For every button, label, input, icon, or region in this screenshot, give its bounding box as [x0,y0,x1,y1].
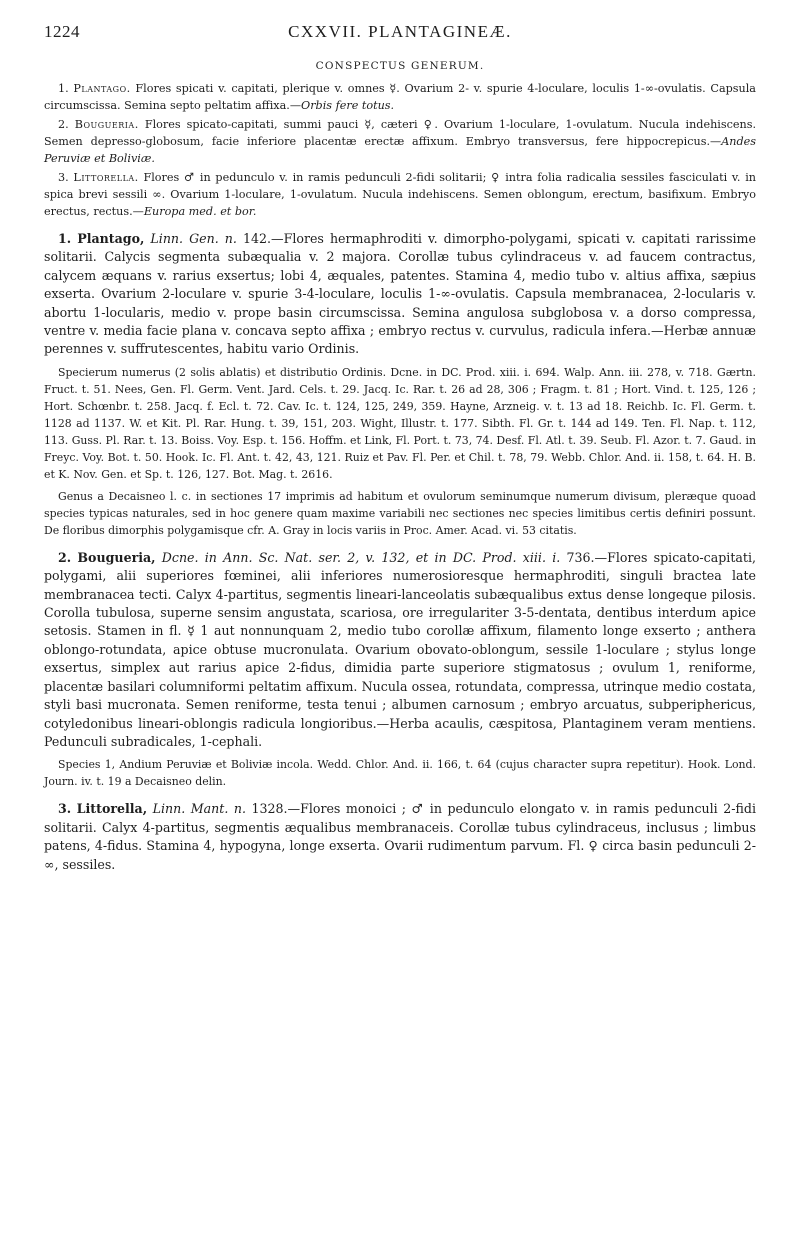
item-number: 1. [58,82,69,95]
genus-heading: Plantago, [77,231,145,246]
genus-distribution: Andes Peruviæ et Boliviæ. [44,135,756,165]
genus-heading: Bougueria, [77,549,156,565]
genus-name: Littorella. [73,171,139,184]
page-title: CXXVII. PLANTAGINEÆ. [288,22,512,41]
conspectus-item [44,116,756,167]
conspectus-item [44,80,756,114]
genus-authority: Dcne. in Ann. Sc. Nat. ser. 2, v. 132, et in DC. Prod. xiii. i. [161,549,561,565]
item-number: 3. [58,171,69,184]
genus-name: Plantago. [73,82,131,95]
genus-heading: Littorella, [76,801,148,817]
genus-entry-littorella [44,800,756,874]
page-number: 1224 [44,22,80,41]
genus-entry-plantago [44,230,756,539]
genus-description [44,230,756,359]
genus-authority: Linn. Mant. n. [152,801,246,817]
genus-description [44,549,756,751]
genus-references: Specierum numerus (2 solis ablatis) et distributio Ordinis. Dcne. in DC. Prod. xiii. i. 694. Walp. Ann. iii. 278, v. 718. Gærtn. Fruct. t. 51. Nees, Gen. Fl. Germ. Vent. Jard. Cels. t. 29. Jacq. Ic. Rar. t. 26 ad 28, 306 ; Fragm. t. 81 ; Hort. Vind. t. 125, 126 ; Hort. Schœnbr. t. 258. Jacq. f. Ecl. t. 72. Cav. Ic. t. 124, 125, 249, 359. Hayne, Arzneig. v. t. 13 ad 18. Reichb. Ic. Fl. Germ. t. 1128 ad 1137. W. et Kit. Pl. Rar. Hung. t. 39, 151, 203. Wight, Illustr. t. 177. Sibth. Fl. Gr. t. 144 ad 149. Ten. Fl. Nap. t. 112, 113. Guss. Pl. Rar. t. 13. Boiss. Voy. Esp. t. 156. Hoffm. et Link, Fl. Port. t. 73, 74. Desf. Fl. Atl. t. 39. Seub. Fl. Azor. t. 7. Gaud. in Freyc. Voy. Bot. t. 50. Hook. Ic. Fl. Ant. t. 42, 43, 121. Ruiz et Pav. Fl. Per. et Chil. t. 78, 79. Webb. Chlor. And. ii. 158, t. 64. H. B. et K. Nov. Gen. et Sp. t. 126, 127. Bot. Mag. t. 2616. [44,365,756,481]
page-header [44,22,756,48]
conspectus [44,80,756,220]
genus-summary: Flores spicati v. capitati, plerique v. omnes ☿. Ovarium 2- v. spurie 4-loculare, loculis 1-∞-ovulatis. Capsula circumscissa. Semina septo peltatim affixa.— [44,82,756,112]
genus-body: 142.—Flores hermaphroditi v. dimorpho-polygami, spicati v. capitati rarissime solitarii. Calycis segmenta subæqualia v. 2 majora. Corollæ tubus cylindraceus v. ad faucem contractus, calycem æquans v. rarius exsertus; lobi 4, æquales, patentes. Stamina 4, medio tubo v. altius affixa, sæpius exserta. Ovarium 2-loculare v. spurie 3-4-loculare, loculis 1-∞-ovulatis. Capsula membranacea, 2-locularis v. abortu 1-locularis, medio v. prope basin circumscissa. Semina angulosa subglobosa v. a dorso compressa, ventre v. media facie plana v. concava septo affixa ; embryo rectus v. curvulus, radicula infera.—Herbæ annuæ perennes v. suffrutescentes, habitu vario Ordinis. [44,231,756,357]
genus-body: 1328.—Flores monoici ; ♂ in pedunculo elongato v. in ramis pedunculi 2-fidi solitarii. Calyx 4-partitus, segmentis æqualibus membranaceis. Corollæ tubus cylindraceus, inclusus ; limbus patens, 4-fidus. Stamina 4, hypogyna, longe exserta. Ovarii rudimentum parvum. Fl. ♀ circa basin pedunculi 2-∞, sessiles. [44,801,756,872]
genus-entry-bougueria [44,549,756,790]
genus-authority: Linn. Gen. n. [150,231,237,246]
genus-number: 1. [58,231,72,246]
item-number: 2. [58,118,69,131]
genus-remarks: Genus a Decaisneo l. c. in sectiones 17 imprimis ad habitum et ovulorum seminumque numerum divisum, pleræque quoad species typicas naturales, sed in hoc genere quam maxime variabili nec sectiones nec species limitibus certis definiri possunt. De floribus dimorphis polygamisque cfr. A. Gray in locis variis in Proc. Amer. Acad. vi. 53 citatis. [44,489,756,537]
conspectus-title: CONSPECTUS GENERUM. [315,60,485,72]
genus-body: 736.—Flores spicato-capitati, polygami, alii superiores fœminei, alii inferiores numerosioresque hermaphroditi, singuli bractea late membranacea tecti. Calyx 4-partitus, segmentis lineari-lanceolatis subæqualibus extus dense longeque pilosis. Corolla tubulosa, superne sensim angustata, scariosa, ore irregulariter 3-5-dentata, dentibus interdum apice setosis. Stamen in fl. ☿ 1 aut nonnunquam 2, medio tubo corollæ affixum, filamento longe exserto ; anthera oblongo-rotundata, apice obtuse mucronulata. Ovarium obovato-oblongum, sessile 1-loculare ; stylus longe exsertus, simplex aut rarius apice 2-fidus, dimidia parte superiore stigmatosus ; ovulum 1, reniforme, placentæ basilari columniformi peltatim affixum. Nucula ossea, rotundata, compressa, utrinque medio costata, styli basi mucronata. Semen reniforme, testa tenui ; albumen carnosum ; embryo arcuatus, subperiphericus, cotyledonibus lineari-oblongis radicula longioribus.—Herba acaulis, cæspitosa, Plantaginem veram mentiens. Pedunculi subradicales, 1-cephali. [44,549,756,749]
genus-number: 3. [58,801,72,817]
genus-description [44,800,756,874]
genus-distribution: Europa med. et bor. [143,205,257,218]
genus-number: 2. [58,549,72,565]
genus-summary: Flores spicato-capitati, summi pauci ☿, cæteri ♀. Ovarium 1-loculare, 1-ovulatum. Nucula indehiscens. Semen depresso-globosum, facie inferiore placentæ erectæ affixum. Embryo transversus, fere hippocrepicus.— [44,118,757,148]
genus-summary: Flores ♂ in pedunculo v. in ramis pedunculi 2-fidi solitarii; ♀ intra folia radicalia sessiles fasciculati v. in spica brevi sessili ∞. Ovarium 1-loculare, 1-ovulatum. Nucula indehiscens. Semen oblongum, erectum, basifixum. Embryo erectus, rectus.— [44,171,756,218]
genus-references: Species 1, Andium Peruviæ et Boliviæ incola. Wedd. Chlor. And. ii. 166, t. 64 (cujus character supra repetitur). Hook. Lond. Journ. iv. t. 19 a Decaisneo delin. [44,758,756,789]
genus-name: Bougueria. [74,118,139,131]
genus-distribution: Orbis fere totus. [301,99,395,112]
conspectus-item [44,169,756,220]
